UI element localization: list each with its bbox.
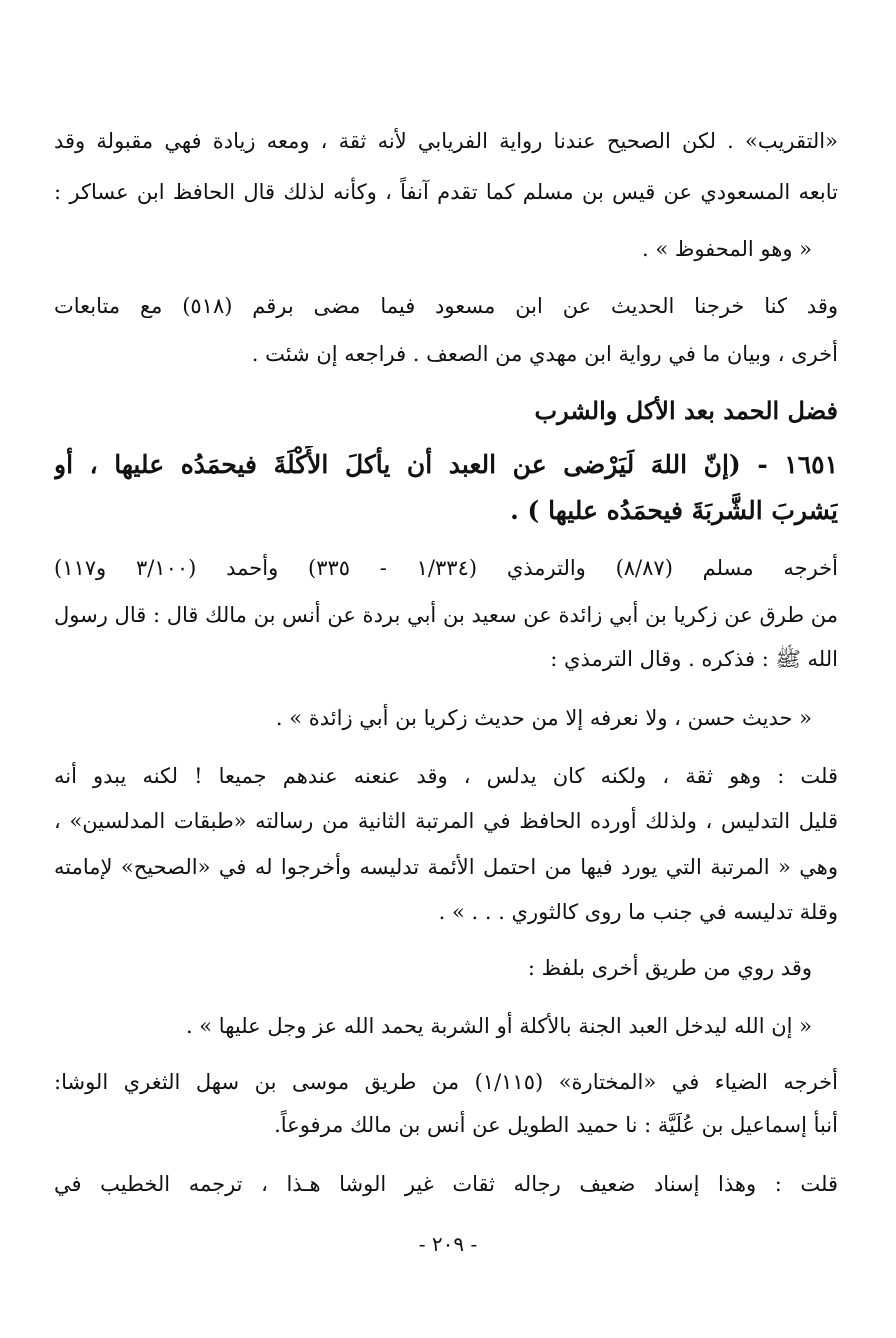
text-line: قلت : وهو ثقة ، ولكنه كان يدلس ، وقد عنعنه عندهم جميعا ! لكنه يبدو أنه (54, 764, 838, 788)
section-heading: فضل الحمد بعد الأكل والشرب (534, 396, 838, 425)
text-line: وقد روي من طريق أخرى بلفظ : (527, 956, 812, 980)
quote-line: « حديث حسن ، ولا نعرفه إلا من حديث زكريا بن أبي زائدة » . (275, 706, 812, 730)
text-line: وقد كنا خرجنا الحديث عن ابن مسعود فيما مضى برقم (٥١٨) مع متابعات (54, 294, 838, 318)
text-line: قليل التدليس ، ولذلك أورده الحافظ في المرتبة الثانية من رسالته «طبقات المدلسين» ، (54, 809, 838, 833)
text-line: تابعه المسعودي عن قيس بن مسلم كما تقدم آنفاً ، وكأنه لذلك قال الحافظ ابن عساكر : (54, 180, 838, 204)
hadith-text: ١٦٥١ - (إنّ اللهَ لَيَرْضى عن العبد أن يأكلَ الأَكْلَةَ فيحمَدُه عليها ، أو (54, 450, 838, 479)
text-line: قلت : وهذا إسناد ضعيف رجاله ثقات غير الوشا هـذا ، ترجمه الخطيب في (54, 1172, 838, 1196)
text-line: أخرجه الضياء في «المختارة» (١/١١٥) من طريق موسى بن سهل الثغري الوشا: (54, 1070, 838, 1094)
text-line: وقلة تدليسه في جنب ما روى كالثوري . . . » . (438, 900, 838, 924)
hadith-text: يَشربَ الشَّربَةَ فيحمَدُه عليها ) . (510, 496, 838, 525)
text-line: أنبأ إسماعيل بن عُلَيَّة : نا حميد الطويل عن أنس بن مالك مرفوعاً. (274, 1113, 838, 1137)
text-line: أخرجه مسلم (٨/٨٧) والترمذي (١/٣٣٤ - ٣٣٥) وأحمد (٣/١٠٠ و١١٧) (54, 556, 838, 580)
quote-line: « وهو المحفوظ » . (642, 237, 812, 261)
text-line: من طرق عن زكريا بن أبي زائدة عن سعيد بن أبي بردة عن أنس بن مالك قال : قال رسول (54, 603, 838, 627)
text-line: الله ﷺ : فذكره . وقال الترمذي : (550, 647, 838, 671)
text-line: أخرى ، وبيان ما في رواية ابن مهدي من الصعف . فراجعه إن شئت . (251, 342, 838, 366)
text-line: وهي « المرتبة التي يورد فيها من احتمل الأئمة تدليسه وأخرجوا له في «الصحيح» لإمامته (54, 855, 838, 879)
page-number: - ٢٠٩ - (418, 1232, 478, 1256)
text-line: «التقريب» . لكن الصحيح عندنا رواية الفريابي لأنه ثقة ، ومعه زيادة فهي مقبولة وقد (54, 129, 838, 153)
quote-line: « إن الله ليدخل العبد الجنة بالأكلة أو الشربة يحمد الله عز وجل عليها » . (185, 1014, 812, 1038)
